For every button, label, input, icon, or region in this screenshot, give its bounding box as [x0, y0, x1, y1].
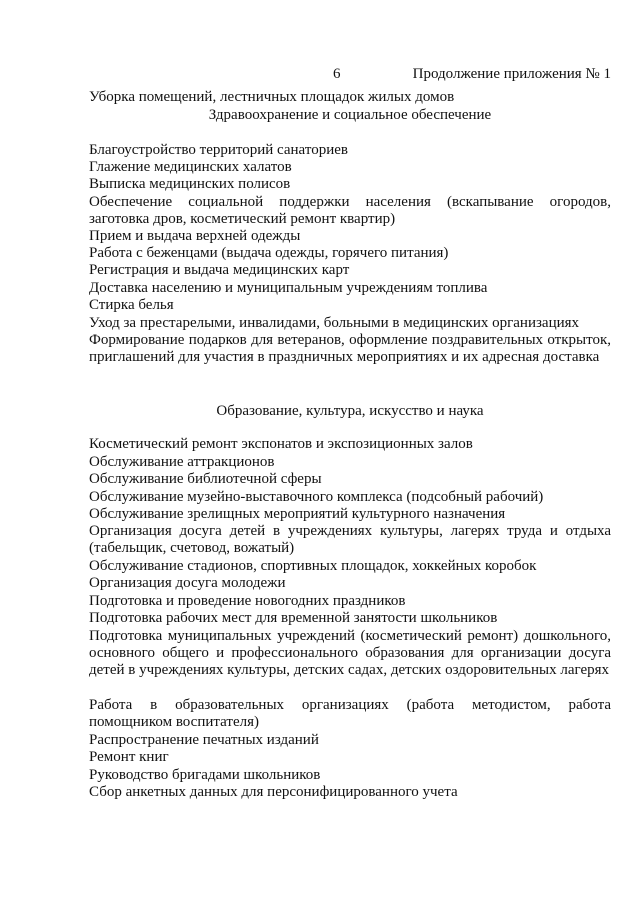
- list-item: Распространение печатных изданий: [89, 732, 319, 748]
- list-item: Организация досуга детей в учреждениях культуры, лагерях труда и отдыха (табельщик, счетовод, вожатый): [89, 523, 611, 556]
- continuation-note: Продолжение приложения № 1: [412, 66, 611, 82]
- list-item: Руководство бригадами школьников: [89, 767, 321, 783]
- list-item: Глажение медицинских халатов: [89, 159, 292, 175]
- page-header: [0, 66, 640, 86]
- list-item: Обеспечение социальной поддержки населения (вскапывание огородов, заготовка дров, косметический ремонт квартир): [89, 194, 611, 227]
- list-item: Подготовка рабочих мест для временной занятости школьников: [89, 610, 498, 626]
- list-item: Уход за престарелыми, инвалидами, больными в медицинских организациях: [89, 315, 580, 331]
- list-item: Организация досуга молодежи: [89, 575, 286, 591]
- list-item: Регистрация и выдача медицинских карт: [89, 262, 350, 278]
- page-number: 6: [333, 66, 341, 82]
- list-item: Обслуживание стадионов, спортивных площадок, хоккейных коробок: [89, 558, 537, 574]
- list-item: Подготовка и проведение новогодних праздников: [89, 593, 406, 609]
- section-heading-health: Здравоохранение и социальное обеспечение: [208, 107, 492, 123]
- list-item: Уборка помещений, лестничных площадок жилых домов: [89, 89, 455, 105]
- list-item: Обслуживание библиотечной сферы: [89, 471, 322, 487]
- list-item: Работа с беженцами (выдача одежды, горячего питания): [89, 245, 449, 261]
- list-item: Обслуживание музейно-выставочного комплекса (подсобный рабочий): [89, 489, 544, 505]
- list-item: Доставка населению и муниципальным учреждениям топлива: [89, 280, 488, 296]
- section-heading-education: Образование, культура, искусство и наука: [216, 403, 484, 419]
- list-item: Косметический ремонт экспонатов и экспозиционных залов: [89, 436, 473, 452]
- list-item: Обслуживание аттракционов: [89, 454, 275, 470]
- list-item: Ремонт книг: [89, 749, 169, 765]
- list-item: Обслуживание зрелищных мероприятий культурного назначения: [89, 506, 506, 522]
- list-item: Выписка медицинских полисов: [89, 176, 291, 192]
- list-item: Сбор анкетных данных для персонифицированного учета: [89, 784, 458, 800]
- list-item: Работа в образовательных организациях (работа методистом, работа помощником воспитателя): [89, 697, 611, 730]
- list-item: Стирка белья: [89, 297, 174, 313]
- list-item: Подготовка муниципальных учреждений (косметический ремонт) дошкольного, основного общего и профессионального образования для организации досуга детей в учреждениях культуры, детских садах, детских оздоровительных лагерях: [89, 628, 611, 678]
- list-item: Прием и выдача верхней одежды: [89, 228, 301, 244]
- list-item: Формирование подарков для ветеранов, оформление поздравительных открыток, приглашений для участия в праздничных мероприятиях и их адресная доставка: [89, 332, 611, 365]
- list-item: Благоустройство территорий санаториев: [89, 142, 348, 158]
